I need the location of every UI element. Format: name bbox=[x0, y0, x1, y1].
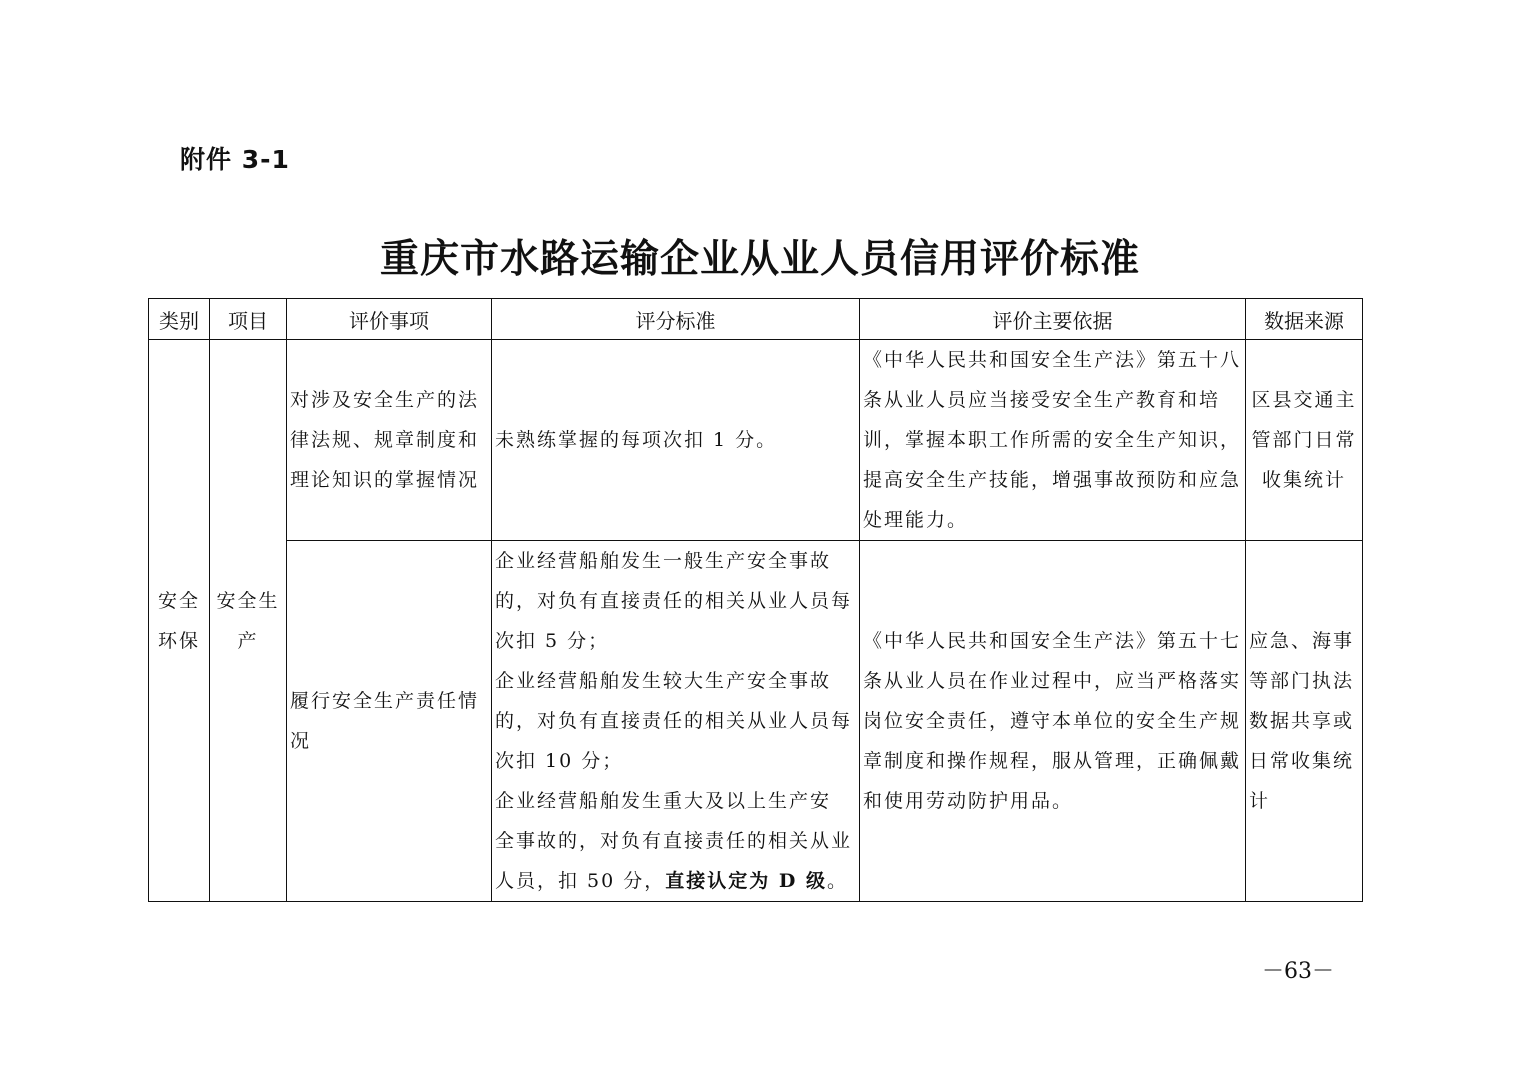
project-line: 安全生 bbox=[216, 589, 280, 612]
criteria-line-last bbox=[495, 861, 856, 901]
item-line: 理论知识的掌握情况 bbox=[290, 469, 480, 491]
table-row bbox=[149, 340, 1363, 541]
scoring-criteria-cell bbox=[492, 541, 860, 902]
header-category: 类别 bbox=[149, 299, 210, 340]
source-line: 收集统计 bbox=[1261, 469, 1346, 491]
source-line: 计 bbox=[1249, 790, 1271, 812]
criteria-line: 企业经营船舶发生较大生产安全事故 bbox=[495, 670, 832, 692]
evaluation-item-cell bbox=[287, 541, 492, 902]
basis-line: 条从业人员在作业过程中，应当严格落实 bbox=[863, 670, 1242, 692]
basis-line: 《中华人民共和国安全生产法》第五十八 bbox=[863, 349, 1242, 371]
table-row bbox=[149, 541, 1363, 902]
source-line: 等部门执法 bbox=[1249, 670, 1355, 692]
document-title: 重庆市水路运输企业从业人员信用评价标准 bbox=[379, 236, 1140, 282]
source-line: 区县交通主 bbox=[1251, 389, 1357, 411]
criteria-line: 的，对负有直接责任的相关从业人员每 bbox=[495, 590, 853, 612]
source-line: 应急、海事 bbox=[1249, 630, 1355, 652]
criteria-last-bold: 直接认定为 D 级 bbox=[665, 870, 827, 892]
criteria-last-end: 。 bbox=[826, 870, 848, 892]
scoring-criteria-cell bbox=[492, 340, 860, 541]
item-line: 对涉及安全生产的法 bbox=[290, 389, 480, 411]
evaluation-basis-cell bbox=[860, 541, 1246, 902]
basis-line: 章制度和操作规程，服从管理，正确佩戴 bbox=[863, 750, 1242, 772]
source-line: 管部门日常 bbox=[1251, 429, 1357, 451]
basis-line: 和使用劳动防护用品。 bbox=[863, 790, 1074, 812]
attachment-label: 附件 3-1 bbox=[180, 145, 290, 174]
basis-line: 处理能力。 bbox=[863, 509, 969, 531]
criteria-line: 次扣 10 分； bbox=[495, 750, 624, 772]
source-line: 日常收集统 bbox=[1249, 750, 1355, 772]
basis-line: 《中华人民共和国安全生产法》第五十七 bbox=[863, 630, 1242, 652]
category-line: 安全 bbox=[157, 589, 200, 612]
criteria-line: 企业经营船舶发生一般生产安全事故 bbox=[495, 550, 832, 572]
project-line: 产 bbox=[237, 629, 259, 652]
criteria-last-plain: 人员，扣 50 分， bbox=[495, 870, 666, 892]
criteria-line: 次扣 5 分； bbox=[495, 630, 610, 652]
criteria-line: 企业经营船舶发生重大及以上生产安 bbox=[495, 790, 832, 812]
evaluation-basis-cell bbox=[860, 340, 1246, 541]
item-line: 况 bbox=[290, 730, 312, 752]
header-scoring-criteria: 评分标准 bbox=[492, 299, 860, 340]
criteria-line: 未熟练掌握的每项次扣 1 分。 bbox=[495, 429, 778, 451]
basis-line: 岗位安全责任，遵守本单位的安全生产规 bbox=[863, 710, 1242, 732]
category-line: 环保 bbox=[157, 629, 200, 652]
page-number: －63－ bbox=[1262, 959, 1334, 984]
category-cell bbox=[149, 340, 210, 902]
criteria-line: 的，对负有直接责任的相关从业人员每 bbox=[495, 710, 853, 732]
source-line: 数据共享或 bbox=[1249, 710, 1355, 732]
header-evaluation-item: 评价事项 bbox=[287, 299, 492, 340]
evaluation-item-cell bbox=[287, 340, 492, 541]
basis-line: 训，掌握本职工作所需的安全生产知识， bbox=[863, 429, 1242, 451]
data-source-cell bbox=[1246, 541, 1363, 902]
basis-line: 条从业人员应当接受安全生产教育和培 bbox=[863, 389, 1221, 411]
criteria-line: 全事故的，对负有直接责任的相关从业 bbox=[495, 830, 853, 852]
project-cell bbox=[210, 340, 287, 902]
header-project: 项目 bbox=[210, 299, 287, 340]
basis-line: 提高安全生产技能，增强事故预防和应急 bbox=[863, 469, 1242, 491]
item-line: 律法规、规章制度和 bbox=[290, 429, 480, 451]
credit-evaluation-table bbox=[148, 298, 1363, 902]
table-header-row bbox=[149, 299, 1363, 340]
header-evaluation-basis: 评价主要依据 bbox=[860, 299, 1246, 340]
data-source-cell bbox=[1246, 340, 1363, 541]
item-line: 履行安全生产责任情 bbox=[290, 690, 480, 712]
header-data-source: 数据来源 bbox=[1246, 299, 1363, 340]
